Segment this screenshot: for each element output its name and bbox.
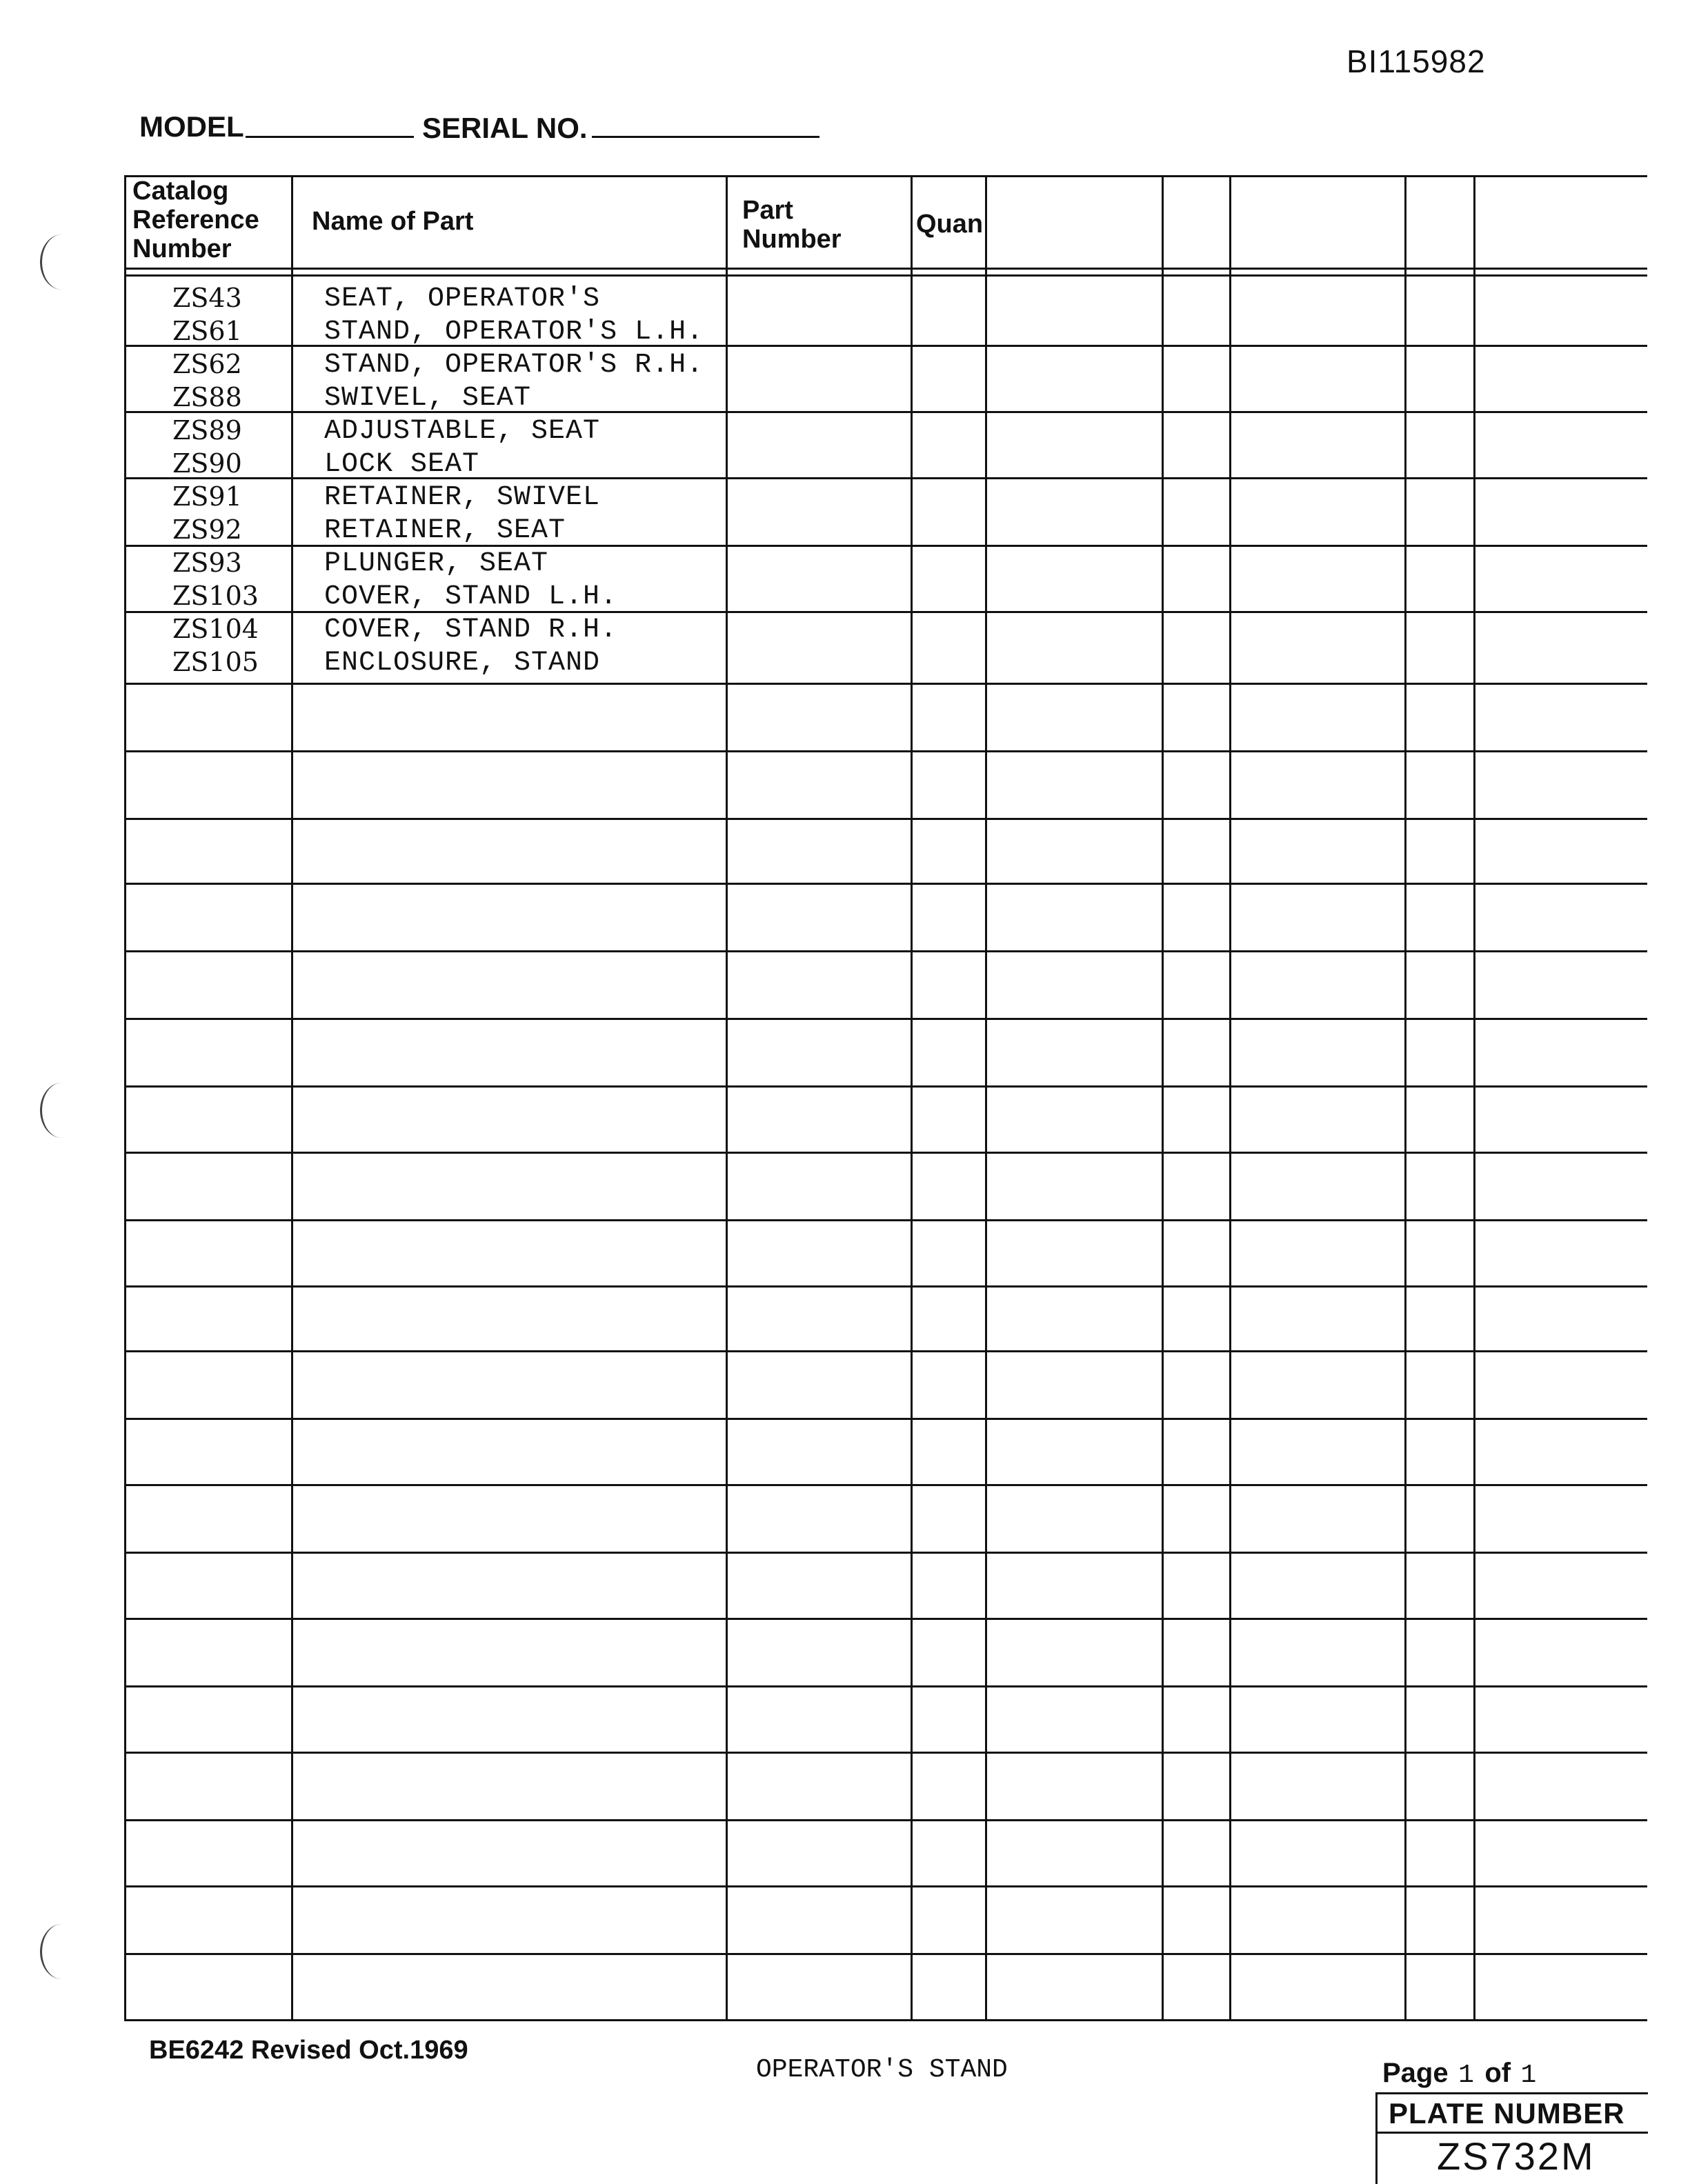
catalog-ref-cell: ZS105 [172,647,259,677]
row-line [124,950,1647,952]
part-name-cell: STAND, OPERATOR'S R.H. [324,350,704,381]
table-top-border [124,175,1647,177]
catalog-ref-cell: ZS90 [172,448,242,479]
catalog-ref-cell: ZS62 [172,349,242,379]
column-divider [1473,175,1475,2021]
page-word: Page [1382,2058,1449,2088]
column-divider [726,175,728,2021]
row-line [124,1219,1647,1221]
catalog-ref-cell: ZS104 [172,614,259,644]
column-divider [1162,175,1164,2021]
catalog-ref-cell: ZS43 [172,283,242,313]
serial-field[interactable] [592,136,819,138]
column-header-name-of-part: Name of Part [312,207,474,236]
page-current: 1 [1458,2061,1475,2090]
model-field[interactable] [246,136,414,138]
part-name-cell: ENCLOSURE, STAND [324,648,601,679]
serial-label: SERIAL NO. [422,112,588,144]
row-line [124,818,1647,820]
catalog-ref-cell: ZS88 [172,382,242,412]
column-divider [985,175,987,2021]
row-line [124,1685,1647,1687]
row-line [124,1350,1647,1352]
catalog-ref-cell: ZS89 [172,415,242,445]
binder-hole-top [40,234,83,290]
catalog-ref-cell: ZS61 [172,316,242,346]
row-line [124,750,1647,752]
part-name-cell: ADJUSTABLE, SEAT [324,416,601,447]
column-divider [1404,175,1406,2021]
part-name-cell: SWIVEL, SEAT [324,383,532,414]
table-row-names [324,283,704,680]
part-name-cell: LOCK SEAT [324,449,480,480]
catalog-ref-cell: ZS103 [172,581,259,611]
binder-hole-bottom [40,1924,83,1979]
document-title: OPERATOR'S STAND [756,2055,1008,2085]
page-indicator [1382,2058,1537,2092]
form-number: BE6242 Revised Oct.1969 [149,2036,468,2065]
row-line [124,683,1647,685]
plate-number-box [1375,2092,1648,2184]
part-name-cell: SEAT, OPERATOR'S [324,283,601,314]
plate-number-value: ZS732M [1437,2134,1595,2178]
catalog-ref-cell: ZS93 [172,548,242,578]
row-line [124,883,1647,885]
column-header-catalog-ref: Catalog Reference Number [132,177,259,263]
header-rule [124,274,1647,277]
plate-number-label: PLATE NUMBER [1378,2094,1648,2134]
part-name-cell: PLUNGER, SEAT [324,548,549,579]
binder-hole-middle [40,1083,83,1138]
document-id: BI115982 [1346,43,1486,79]
header-rule [124,268,1647,270]
part-name-cell: RETAINER, SEAT [324,515,566,546]
row-line [124,1418,1647,1420]
row-line [124,1819,1647,1821]
table-row-refs [172,281,259,679]
row-line [124,1285,1647,1288]
column-header-quantity: Quan [916,210,984,239]
page-total: 1 [1520,2061,1538,2090]
row-line [124,1018,1647,1020]
part-name-cell: COVER, STAND R.H. [324,614,618,645]
row-line [124,1953,1647,1955]
catalog-ref-cell: ZS92 [172,514,242,545]
row-line [124,1484,1647,1486]
column-header-part-number: Part Number [742,196,842,254]
row-line [124,1885,1647,1887]
column-divider [1229,175,1231,2021]
catalog-ref-cell: ZS91 [172,481,242,512]
row-line [124,1618,1647,1620]
row-line [124,1752,1647,1754]
part-name-cell: COVER, STAND L.H. [324,581,618,612]
row-line [124,1085,1647,1088]
column-divider [291,175,293,2021]
row-line [124,1552,1647,1554]
page-of-word: of [1484,2058,1511,2088]
part-name-cell: STAND, OPERATOR'S L.H. [324,317,704,348]
column-divider [911,175,913,2021]
table-bottom-border [124,2019,1647,2021]
table-left-border [124,175,126,2021]
row-line [124,1152,1647,1154]
part-name-cell: RETAINER, SWIVEL [324,482,601,513]
model-label: MODEL [139,110,244,143]
